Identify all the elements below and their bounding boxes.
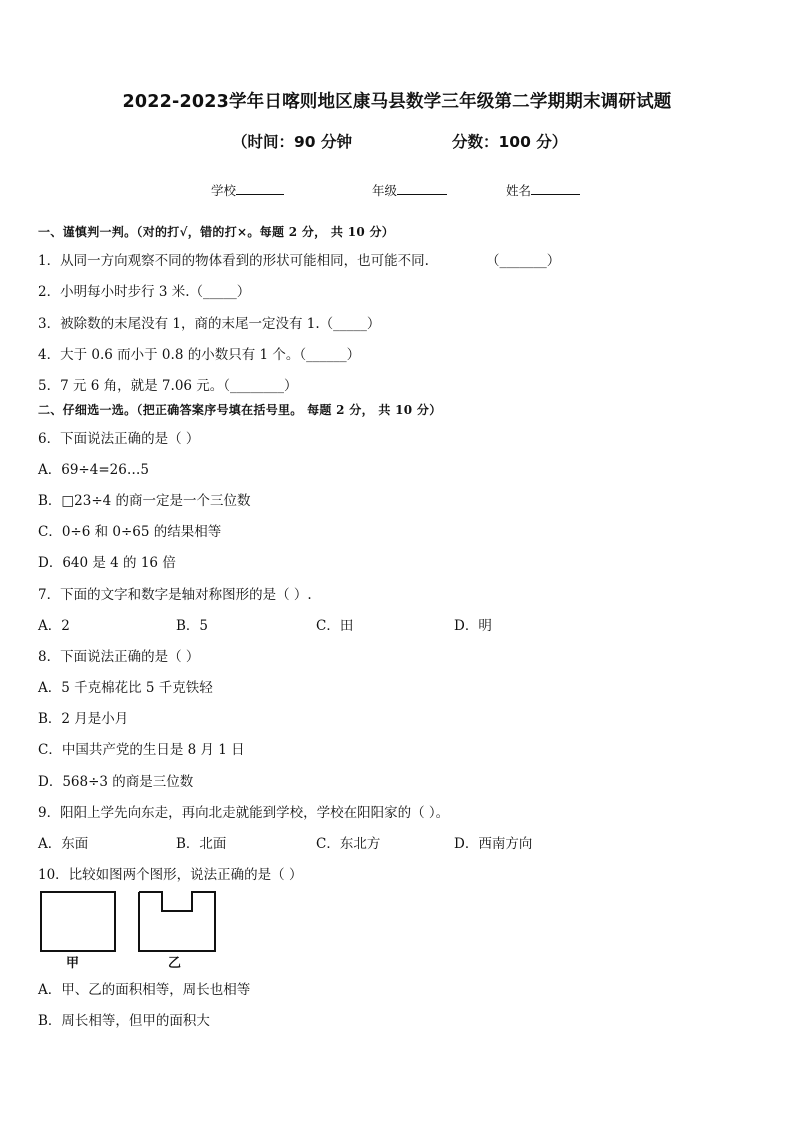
exam-score: 分数：100 分） xyxy=(452,133,568,151)
school-blank xyxy=(236,182,284,195)
section-1-heading: 一、谨慎判一判。（对的打√，错的打×。每题 2 分， 共 10 分） xyxy=(38,225,395,239)
question-5: 5．7 元 6 角，就是 7.06 元。（________） xyxy=(38,378,298,394)
question-9-option-c: C．东北方 xyxy=(316,836,381,852)
question-8-option-c: C．中国共产党的生日是 8 月 1 日 xyxy=(38,742,245,758)
shape-jia-rectangle xyxy=(41,892,115,951)
figure-label-jia: 甲 xyxy=(66,956,80,971)
question-7-option-c: C．田 xyxy=(316,618,354,634)
question-9-option-b: B．北面 xyxy=(176,836,227,852)
question-10-figure xyxy=(38,890,223,970)
page-title: 2022-2023学年日喀则地区康马县数学三年级第二学期期末调研试题 xyxy=(122,92,672,112)
name-label: 姓名 xyxy=(506,183,532,198)
question-4: 4．大于 0.6 而小于 0.8 的小数只有 1 个。（______） xyxy=(38,347,361,363)
question-9: 9．阳阳上学先向东走，再向北走就能到学校，学校在阳阳家的（ ）。 xyxy=(38,805,450,821)
question-8: 8．下面说法正确的是（ ） xyxy=(38,649,200,665)
school-label: 学校 xyxy=(211,183,237,198)
question-7-option-d: D．明 xyxy=(454,618,492,634)
question-10-option-a: A．甲、乙的面积相等，周长也相等 xyxy=(38,982,251,998)
shape-yi-notched xyxy=(139,892,215,951)
question-9-option-d: D．西南方向 xyxy=(454,836,533,852)
question-6-option-a: A．69÷4=26…5 xyxy=(38,462,149,478)
question-9-option-a: A．东面 xyxy=(38,836,89,852)
school-field xyxy=(211,181,284,199)
figure-label-yi: 乙 xyxy=(168,956,182,971)
question-7-option-a: A．2 xyxy=(38,618,70,634)
question-1-answer: （_______） xyxy=(486,253,561,269)
grade-field xyxy=(372,181,447,199)
question-7-option-b: B．5 xyxy=(176,618,209,634)
grade-label: 年级 xyxy=(372,183,398,198)
question-10: 10．比较如图两个图形，说法正确的是（ ） xyxy=(38,867,303,883)
question-6-option-d: D．640 是 4 的 16 倍 xyxy=(38,555,176,571)
question-8-option-a: A．5 千克棉花比 5 千克铁轻 xyxy=(38,680,213,696)
question-8-option-b: B．2 月是小月 xyxy=(38,711,129,727)
section-2-heading: 二、仔细选一选。（把正确答案序号填在括号里。 每题 2 分， 共 10 分） xyxy=(38,403,442,417)
exam-time: （时间：90 分钟 xyxy=(232,133,352,151)
question-3: 3．被除数的末尾没有 1，商的末尾一定没有 1.（_____） xyxy=(38,316,381,332)
question-1: 1．从同一方向观察不同的物体看到的形状可能相同，也可能不同. xyxy=(38,253,429,269)
question-10-option-b: B．周长相等，但甲的面积大 xyxy=(38,1013,210,1029)
grade-blank xyxy=(397,182,447,195)
question-6-option-c: C．0÷6 和 0÷65 的结果相等 xyxy=(38,524,222,540)
question-2: 2．小明每小时步行 3 米.（_____） xyxy=(38,284,251,300)
question-6: 6．下面说法正确的是（ ） xyxy=(38,431,200,447)
question-7: 7．下面的文字和数字是轴对称图形的是（ ）. xyxy=(38,587,312,603)
name-field xyxy=(506,181,580,199)
question-8-option-d: D．568÷3 的商是三位数 xyxy=(38,774,194,790)
name-blank xyxy=(531,182,580,195)
question-6-option-b: B．□23÷4 的商一定是一个三位数 xyxy=(38,493,251,509)
